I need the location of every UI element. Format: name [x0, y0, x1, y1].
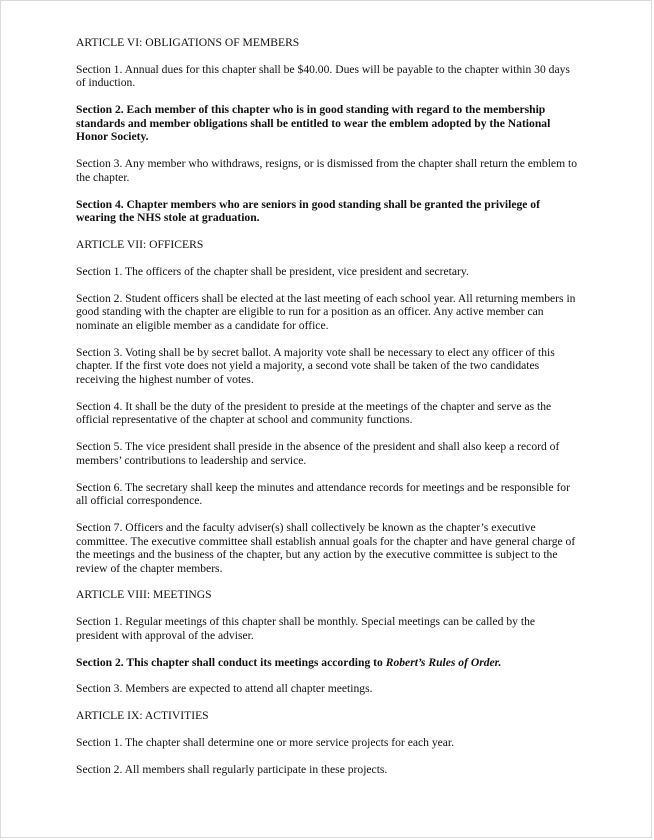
article-vii-heading: ARTICLE VII: OFFICERS: [76, 238, 204, 252]
roberts-rules-title: Robert’s Rules of Order.: [385, 655, 502, 669]
article-vi-heading: ARTICLE VI: OBLIGATIONS OF MEMBERS: [76, 36, 300, 49]
article-vi-section-4: Section 4. Chapter members who are seniors in good standing shall be granted the privilege of wearing the NHS stole at graduation.: [76, 197, 540, 225]
document-content: [76, 36, 580, 790]
article-viii-section-1: Section 1. Regular meetings of this chapter shall be monthly. Special meetings can be called by the president with approval of the adviser.: [76, 615, 536, 642]
article-vi-section-1: Section 1. Annual dues for this chapter shall be $40.00. Dues will be payable to the chapter within 30 days of induction.: [76, 62, 570, 90]
article-vii-section-6: Section 6. The secretary shall keep the minutes and attendance records for meetings and be responsible for all official correspondence.: [76, 480, 570, 508]
article-vii-section-7: Section 7. Officers and the faculty adviser(s) shall collectively be known as the chapter’s executive committee. The executive committee shall establish annual goals for the chapter and have general charge of the meetings and the business of the chapter, but any action by the executive committee is subject to the review of the chapter members.: [76, 520, 576, 575]
article-viii-section-3: Section 3. Members are expected to attend all chapter meetings.: [76, 682, 373, 696]
article-vii-section-1: Section 1. The officers of the chapter shall be president, vice president and secretary.: [76, 265, 469, 279]
article-viii-heading: ARTICLE VIII: MEETINGS: [76, 588, 212, 602]
article-ix-section-2: Section 2. All members shall regularly participate in these projects.: [76, 762, 388, 776]
article-vi-section-2: Section 2. Each member of this chapter who is in good standing with regard to the membership standards and member obligations shall be entitled to wear the emblem adopted by the National Honor Society.: [76, 103, 551, 144]
article-viii-section-2-text: Section 2. This chapter shall conduct its meetings according to: [76, 655, 386, 669]
article-vii-section-2: Section 2. Student officers shall be elected at the last meeting of each school year. All returning members in good standing with the chapter are eligible to run for a position as an officer. Any active member can nominate an eligible member as a candidate for office.: [76, 291, 576, 333]
article-viii-section-2: [76, 656, 580, 670]
article-vii-section-5: Section 5. The vice president shall preside in the absence of the president and shall also keep a record of members’ contributions to leadership and service.: [76, 440, 560, 467]
article-vi-section-3: Section 3. Any member who withdraws, resigns, or is dismissed from the chapter shall return the emblem to the chapter.: [76, 157, 578, 184]
article-vii-section-3: Section 3. Voting shall be by secret ballot. A majority vote shall be necessary to elect any officer of this chapter. If the first vote does not yield a majority, a second vote shall be taken of the two candidates receiving the highest number of votes.: [76, 345, 555, 386]
article-vii-section-4: Section 4. It shall be the duty of the president to preside at the meetings of the chapter and serve as the official representative of the chapter at school and community functions.: [76, 399, 552, 427]
article-ix-heading: ARTICLE IX: ACTIVITIES: [76, 709, 209, 723]
article-ix-section-1: Section 1. The chapter shall determine one or more service projects for each year.: [76, 735, 455, 749]
